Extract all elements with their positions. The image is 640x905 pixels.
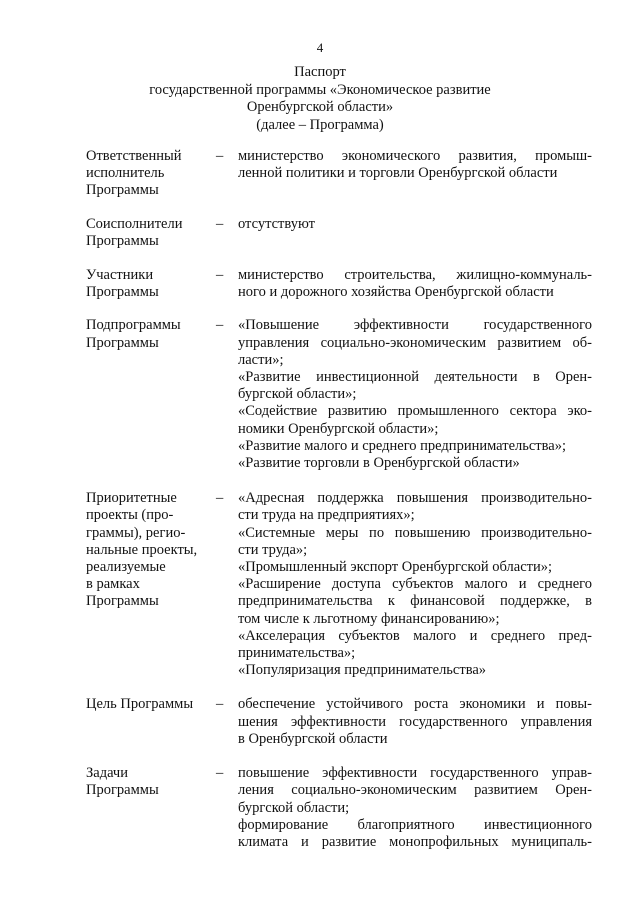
title-line-2: государственной программы «Экономическое развитие <box>149 81 491 98</box>
dash: – <box>216 765 224 782</box>
row-participants <box>86 267 592 301</box>
dash: – <box>216 490 224 507</box>
row-label: Ответственный исполнитель Программы <box>86 148 182 199</box>
row-value: отсутствуют <box>238 215 315 232</box>
row-responsible-executor <box>86 148 592 200</box>
dash: – <box>216 215 224 232</box>
row-program-goal <box>86 696 592 748</box>
dash: – <box>216 148 224 164</box>
row-subprograms <box>86 317 592 472</box>
title-line-1: Паспорт <box>294 64 346 80</box>
dash: – <box>216 696 224 713</box>
passport-table <box>86 148 592 851</box>
row-label: Подпрограммы Программы <box>86 317 181 351</box>
row-value: министерство экономического развития, промыш- ленной политики и торговли Оренбургской области <box>238 148 592 182</box>
row-label: Приоритетные проекты (про- граммы), регио- нальные проекты, реализуемые в рамках Программы <box>86 490 198 610</box>
row-label: Задачи Программы <box>86 765 159 799</box>
row-co-executors <box>86 216 592 250</box>
page-number: 4 <box>316 40 324 55</box>
row-value: обеспечение устойчивого роста экономики и повы- шения эффективности государственного управления в Оренбургской области <box>238 696 592 747</box>
dash: – <box>216 267 224 284</box>
row-value: «Повышение эффективности государственного управления социально-экономическим развитием об- ласти»; «Развитие инвестиционной деятельности в Орен- бургской области»; «Содействие развитию промышленного сектора эко- номики Оренбургской области»; «Развитие малого и среднего предпринимательства»; «Развитие торговли в Оренбургской области» <box>238 317 592 472</box>
dash: – <box>216 317 224 334</box>
row-label: Цель Программы <box>86 696 194 713</box>
title-line-4: (далее – Программа) <box>256 116 384 133</box>
row-label: Участники Программы <box>86 267 159 301</box>
row-value: министерство строительства, жилищно-коммуналь- ного и дорожного хозяйства Оренбургской области <box>238 267 592 301</box>
row-priority-projects <box>86 490 592 679</box>
title-line-3: Оренбургской области» <box>246 99 394 115</box>
row-label: Соисполнители Программы <box>86 215 183 249</box>
row-program-tasks <box>86 765 592 851</box>
row-value: повышение эффективности государственного управ- ления социально-экономическим развитием Орен- бургской области; формирование благоприятного инвестиционного климата и развитие монопрофильных муниципаль- <box>238 765 592 850</box>
row-value: «Адресная поддержка повышения производительно- сти труда на предприятиях»; «Системные меры по повышению производительно- сти труда»; «Промышленный экспорт Оренбургской области»; «Расширение доступа субъектов малого и среднего предпринимательства к финансовой поддержке, в том числе к льготному финансированию»; «Акселерация субъектов малого и среднего пред- принимательства»; «Популяризация предпринимательства» <box>238 490 592 679</box>
document-title <box>0 64 640 134</box>
